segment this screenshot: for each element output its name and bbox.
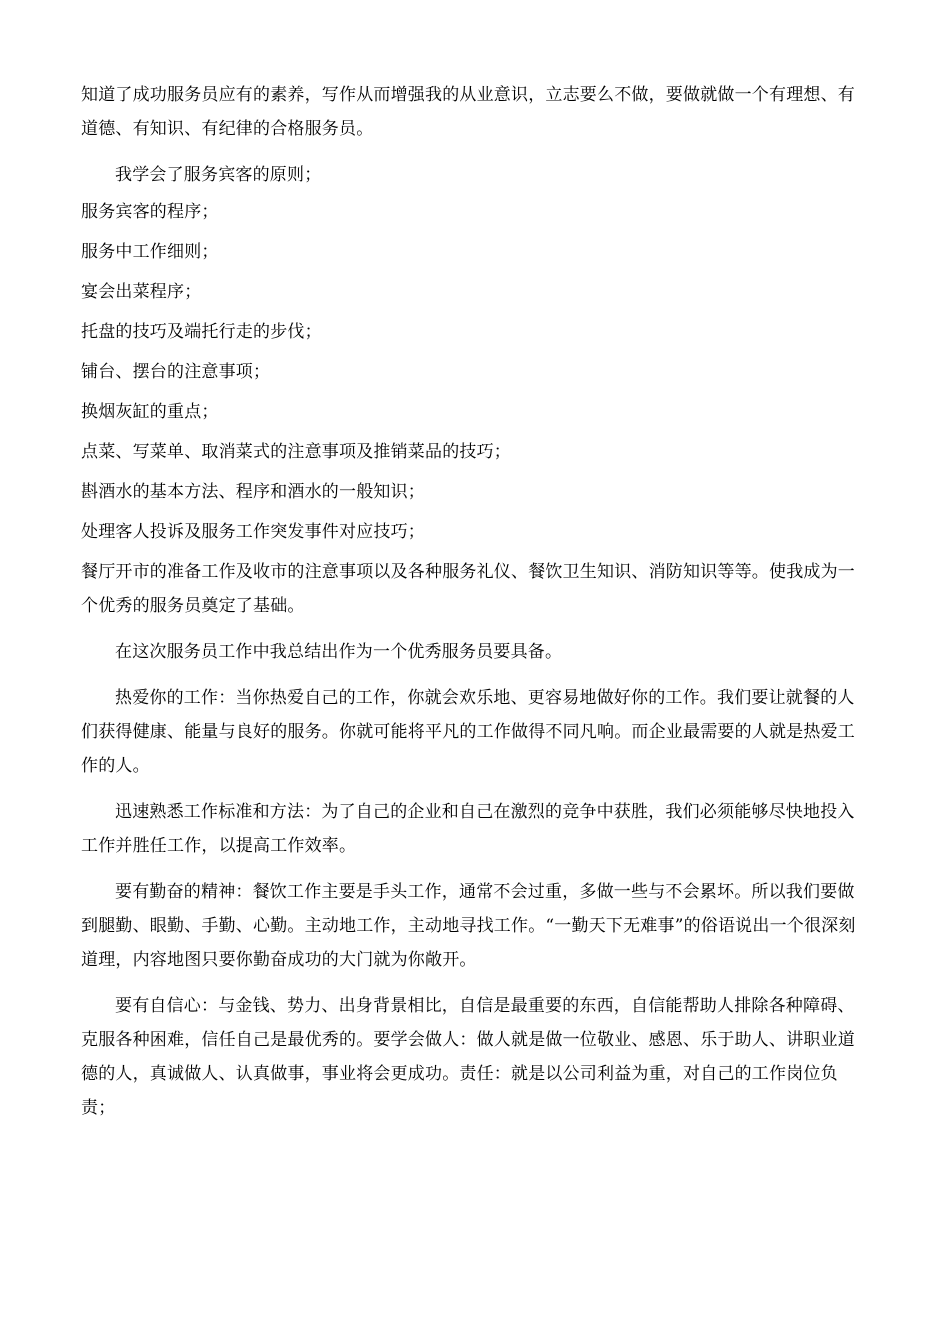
list-item: 服务宾客的程序； xyxy=(81,202,219,222)
paragraph-love-your-work: 热爱你的工作：当你热爱自己的工作，你就会欢乐地、更容易地做好你的工作。我们要让就餐的人们获得健康、能量与良好的服务。你就可能将平凡的工作做得不同凡响。而企业最需要的人就是热爱工作的人。 xyxy=(81,688,855,776)
list-item: 铺台、摆台的注意事项； xyxy=(81,362,271,382)
paragraph-service-principles: 我学会了服务宾客的原则； xyxy=(115,165,322,185)
paragraph-self-confidence: 要有自信心：与金钱、势力、出身背景相比，自信是最重要的东西，自信能帮助人排除各种障碍、克服各种困难，信任自己是最优秀的。要学会做人：做人就是做一位敬业、感恩、乐于助人、讲职业道德的人，真诚做人、认真做事，事业将会更成功。责任：就是以公司利益为重，对自己的工作岗位负责； xyxy=(81,996,855,1118)
paragraph-professional-awareness: 知道了成功服务员应有的素养，写作从而增强我的从业意识，立志要么不做，要做就做一个有理想、有道德、有知识、有纪律的合格服务员。 xyxy=(81,85,855,139)
list-item: 宴会出菜程序； xyxy=(81,282,202,302)
paragraph-diligence: 要有勤奋的精神：餐饮工作主要是手头工作，通常不会过重，多做一些与不会累坏。所以我们要做到腿勤、眼勤、手勤、心勤。主动地工作，主动地寻找工作。“一勤天下无难事”的俗语说出一个很深刻道理，内容地图只要你勤奋成功的大门就为你敞开。 xyxy=(81,882,856,970)
document-body xyxy=(81,78,871,1125)
list-item: 换烟灰缸的重点； xyxy=(81,402,219,422)
learned-skills-list xyxy=(81,192,871,552)
list-item: 服务中工作细则； xyxy=(81,242,219,262)
paragraph-restaurant-preparation: 餐厅开市的准备工作及收市的注意事项以及各种服务礼仪、餐饮卫生知识、消防知识等等。使我成为一个优秀的服务员奠定了基础。 xyxy=(81,562,855,616)
paragraph-summary-intro: 在这次服务员工作中我总结出作为一个优秀服务员要具备。 xyxy=(115,642,563,662)
list-item: 点菜、写菜单、取消菜式的注意事项及推销菜品的技巧； xyxy=(81,442,511,462)
paragraph-work-standards: 迅速熟悉工作标准和方法：为了自己的企业和自己在激烈的竞争中获胜，我们必须能够尽快地投入工作并胜任工作，以提高工作效率。 xyxy=(81,802,855,856)
list-item: 托盘的技巧及端托行走的步伐； xyxy=(81,322,322,342)
list-item: 斟酒水的基本方法、程序和酒水的一般知识； xyxy=(81,482,425,502)
list-item: 处理客人投诉及服务工作突发事件对应技巧； xyxy=(81,522,425,542)
